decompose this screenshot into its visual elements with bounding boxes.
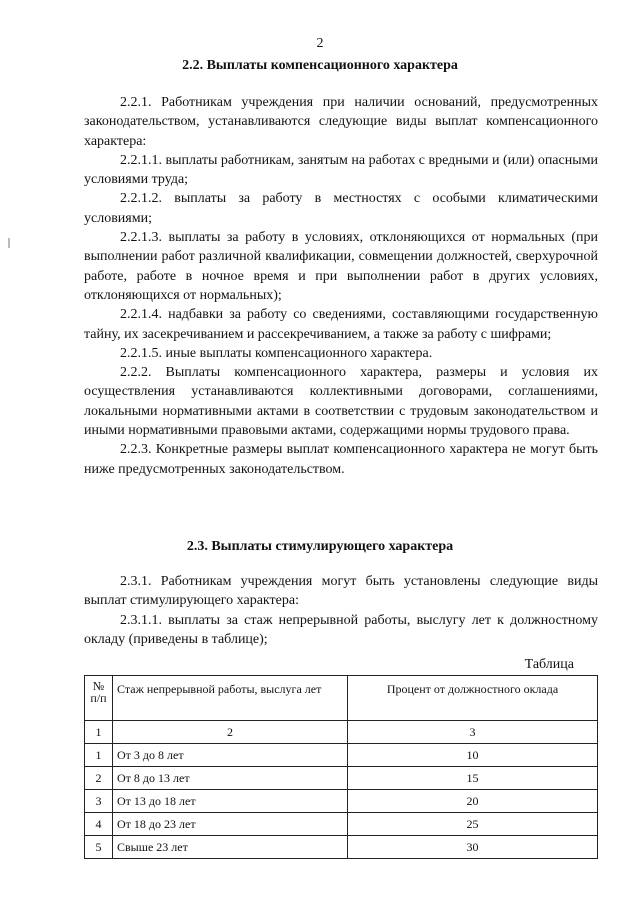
table-caption: Таблица bbox=[524, 657, 574, 672]
paragraph: 2.2.1.2. выплаты за работу в местностях с особыми климатическими условиями; bbox=[84, 191, 598, 226]
section-heading-incentive: 2.3. Выплаты стимулирующего характера bbox=[186, 539, 454, 554]
section-heading-compensation: 2.2. Выплаты компенсационного характера bbox=[182, 58, 458, 73]
paragraph: 2.2.1. Работникам учреждения при наличии оснований, предусмотренных законодательством, устанавливаются следующие виды выплат компенсационного характера: bbox=[84, 95, 598, 149]
table-row bbox=[85, 813, 598, 836]
table-row bbox=[85, 767, 598, 790]
section-body-compensation bbox=[84, 93, 598, 479]
percent-cell: 15 bbox=[348, 767, 598, 790]
paragraph: 2.2.2. Выплаты компенсационного характера, размеры и условия их осуществления устанавливаются коллективными договорами, соглашениями, локальными нормативными актами в соответствии с трудовым законодательством и иными нормативными правовыми актами, содержащими нормы трудового права. bbox=[84, 365, 598, 439]
percent-cell: 20 bbox=[348, 790, 598, 813]
paragraph: 2.3.1. Работникам учреждения могут быть установлены следующие виды выплат стимулирующего характера: bbox=[84, 574, 598, 609]
table-row bbox=[85, 790, 598, 813]
row-number-cell: 5 bbox=[85, 836, 113, 859]
seniority-cell: От 13 до 18 лет bbox=[113, 790, 348, 813]
column-number-cell: 2 bbox=[113, 721, 348, 744]
scan-artifact bbox=[8, 238, 10, 248]
seniority-cell: От 3 до 8 лет bbox=[113, 744, 348, 767]
paragraph: 2.2.1.5. иные выплаты компенсационного характера. bbox=[120, 345, 433, 361]
table-column-numbers-row bbox=[85, 721, 598, 744]
percent-cell: 30 bbox=[348, 836, 598, 859]
paragraph: 2.2.1.3. выплаты за работу в условиях, отклоняющихся от нормальных (при выполнении работ различной квалификации, совмещении должностей, сверхурочной работе, работе в ночное время и при выполнении работ в других условиях, отклоняющихся от нормальных); bbox=[84, 230, 598, 303]
seniority-cell: От 8 до 13 лет bbox=[113, 767, 348, 790]
paragraph: 2.2.3. Конкретные размеры выплат компенсационного характера не могут быть ниже предусмотренных законодательством. bbox=[84, 442, 598, 477]
paragraph: 2.3.1.1. выплаты за стаж непрерывной работы, выслугу лет к должностному окладу (приведены в таблице); bbox=[84, 612, 598, 647]
row-number-cell: 2 bbox=[85, 767, 113, 790]
column-number-cell: 1 bbox=[85, 721, 113, 744]
header-cell-number: № п/п bbox=[85, 676, 113, 721]
table-row bbox=[85, 836, 598, 859]
percent-cell: 25 bbox=[348, 813, 598, 836]
header-cell-seniority: Стаж непрерывной работы, выслуга лет bbox=[113, 676, 348, 721]
seniority-cell: Свыше 23 лет bbox=[113, 836, 348, 859]
seniority-cell: От 18 до 23 лет bbox=[113, 813, 348, 836]
row-number-cell: 4 bbox=[85, 813, 113, 836]
column-number-cell: 3 bbox=[348, 721, 598, 744]
table-row bbox=[85, 744, 598, 767]
section-body-incentive bbox=[84, 572, 598, 649]
page-number: 2 bbox=[316, 36, 324, 51]
percent-cell: 10 bbox=[348, 744, 598, 767]
paragraph: 2.2.1.1. выплаты работникам, занятым на работах с вредными и (или) опасными условиями труда; bbox=[84, 152, 598, 188]
row-number-cell: 3 bbox=[85, 790, 113, 813]
row-number-cell: 1 bbox=[85, 744, 113, 767]
paragraph: 2.2.1.4. надбавки за работу со сведениями, составляющими государственную тайну, их засекречиванием и рассекречиванием, а также за работу с шифрами; bbox=[84, 307, 598, 342]
header-cell-percent: Процент от должностного оклада bbox=[348, 676, 598, 721]
table-header-row bbox=[85, 676, 598, 721]
seniority-table bbox=[84, 675, 598, 859]
